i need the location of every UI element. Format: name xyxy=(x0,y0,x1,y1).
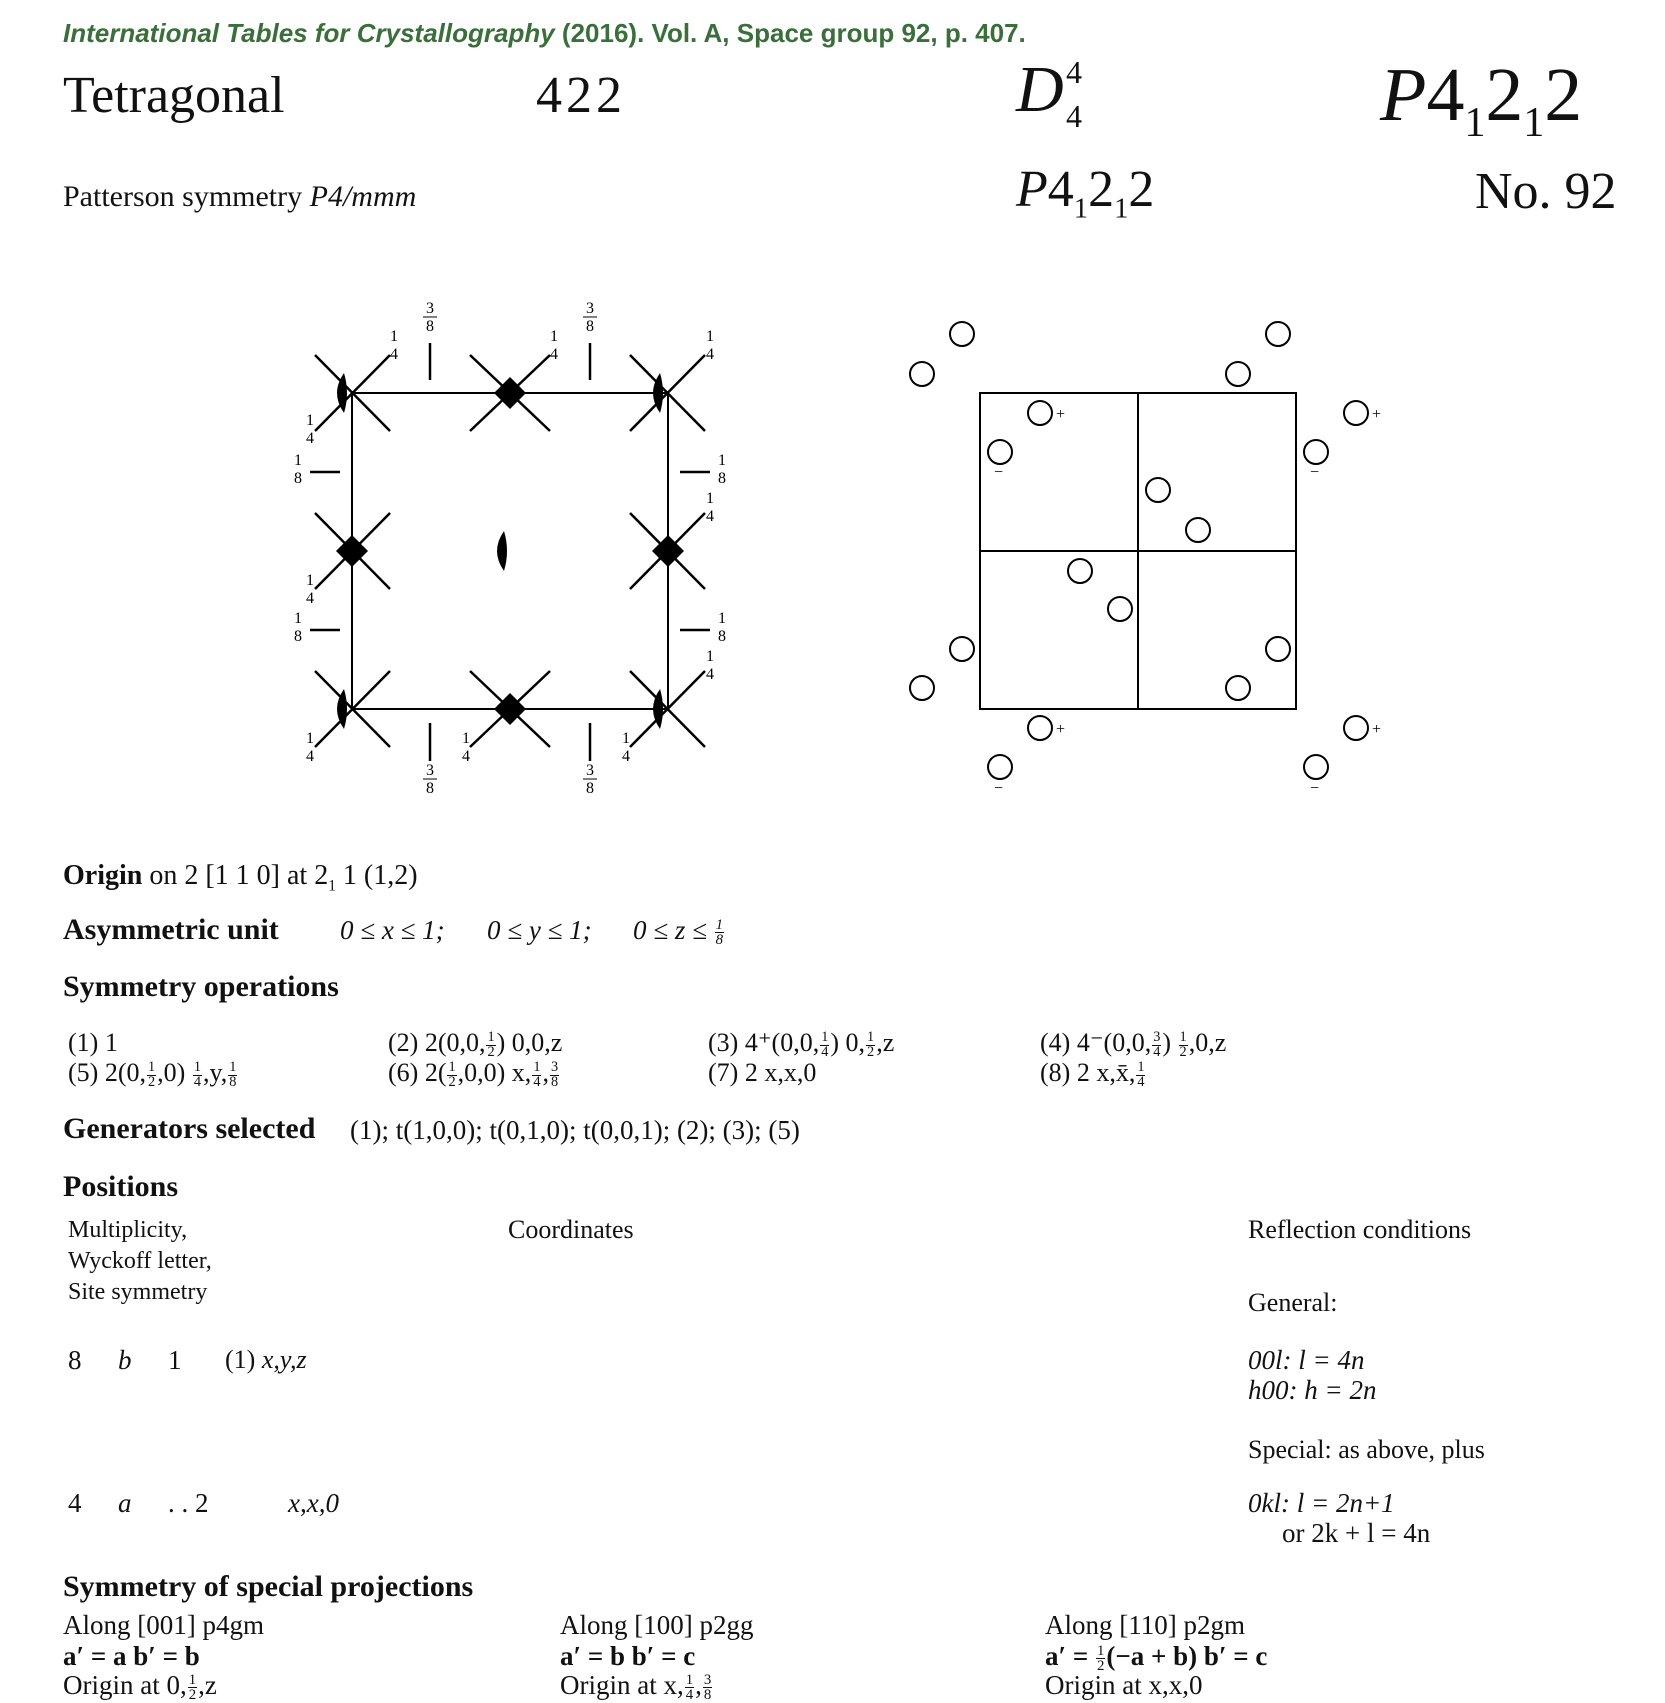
svg-text:+: + xyxy=(1372,406,1382,423)
svg-text:−: − xyxy=(1310,464,1320,481)
svg-text:4: 4 xyxy=(306,430,314,447)
svg-text:1: 1 xyxy=(306,572,314,589)
screw-axis-symbols xyxy=(336,373,684,729)
patterson-symmetry: Patterson symmetry P4/mmm xyxy=(63,180,417,213)
svg-text:4: 4 xyxy=(306,748,314,765)
projection-3-axes: a′ = $\frac{1}{2}$ (−a + b) b′ = c xyxy=(1045,1641,1268,1675)
positions-column-3: Reflection conditions xyxy=(1248,1215,1472,1244)
svg-text:1: 1 xyxy=(294,610,302,627)
svg-text:1: 1 xyxy=(718,610,726,627)
svg-text:−: − xyxy=(1310,780,1320,797)
projection-3-origin: Origin at x,x,0 xyxy=(1045,1670,1203,1700)
asym-y: 0 ≤ y ≤ 1; xyxy=(487,915,592,945)
svg-text:1: 1 xyxy=(306,730,314,747)
row-a-refl-1: 0kl: l = 2n+1 xyxy=(1248,1488,1395,1518)
projection-1-origin: Origin at 0, $\frac{1}{2}$ ,z xyxy=(63,1670,217,1703)
asymmetric-unit-label: Asymmetric unit xyxy=(63,913,279,946)
citation-banner: International Tables for Crystallography (2016). Vol. A, Space group 92, p. 407. xyxy=(63,18,1026,48)
svg-text:1: 1 xyxy=(390,328,398,345)
origin-line: Origin on 2 [1 1 0] at $2_1$ 1 (1,2) xyxy=(63,860,418,895)
generators-list: (1); t(1,0,0); t(0,1,0); t(0,0,1); (2); (3); (5) xyxy=(350,1115,800,1145)
svg-text:3: 3 xyxy=(586,300,594,317)
hermann-mauguin-symbol: $P4_12_12$ xyxy=(1380,53,1583,147)
symmetry-elements-diagram xyxy=(270,285,726,805)
svg-text:8: 8 xyxy=(294,470,302,487)
space-group-number: No. 92 xyxy=(1475,163,1617,220)
svg-text:4: 4 xyxy=(550,346,558,363)
row-a-site: . . 2 xyxy=(168,1488,209,1518)
special-label: Special: as above, plus xyxy=(1248,1435,1485,1464)
projection-2-title: Along [100] p2gg xyxy=(560,1610,754,1640)
svg-text:4: 4 xyxy=(706,346,714,363)
row-b-mult: 8 xyxy=(68,1345,82,1375)
svg-text:4: 4 xyxy=(390,346,398,363)
symop-6: (6) 2( $\frac{1}{2}$ ,0,0) x, $\frac{1}{4}$ , $\frac{3}{8}$ xyxy=(388,1058,559,1090)
symop-7: (7) 2 x,x,0 xyxy=(708,1058,817,1087)
row-a-coord-1: x,x,0 xyxy=(288,1488,339,1518)
svg-text:8: 8 xyxy=(718,470,726,487)
svg-text:1: 1 xyxy=(294,452,302,469)
svg-text:8: 8 xyxy=(426,318,434,335)
row-a-refl-2: or 2k + l = 4n xyxy=(1282,1518,1431,1548)
projection-1-title: Along [001] p4gm xyxy=(63,1610,264,1640)
svg-text:1: 1 xyxy=(306,412,314,429)
row-b-letter: b xyxy=(118,1345,132,1375)
asym-z: 0 ≤ z ≤ $\frac{1}{8}$ xyxy=(633,915,724,949)
svg-text:3: 3 xyxy=(426,300,434,317)
positions-column-1: Multiplicity, Wyckoff letter, Site symmetry xyxy=(68,1217,212,1305)
symop-2: (2) 2(0,0, $\frac{1}{2}$ ) 0,0,z xyxy=(388,1028,563,1060)
symop-1: (1) 1 xyxy=(68,1028,118,1057)
svg-text:−: − xyxy=(994,464,1004,481)
general-label: General: xyxy=(1248,1288,1338,1317)
svg-text:8: 8 xyxy=(294,628,302,645)
svg-text:1: 1 xyxy=(622,730,630,747)
svg-text:8: 8 xyxy=(426,780,434,797)
row-b-site: 1 xyxy=(168,1345,182,1375)
positions-column-2: Coordinates xyxy=(508,1215,634,1244)
svg-text:4: 4 xyxy=(706,666,714,683)
symop-4: (4) 4⁻(0,0, $\frac{3}{4}$ ) $\frac{1}{2}$ ,0,z xyxy=(1040,1028,1227,1060)
svg-text:1: 1 xyxy=(706,328,714,345)
svg-text:+: + xyxy=(1056,721,1066,738)
svg-text:1: 1 xyxy=(706,648,714,665)
full-symbol: $P4_12_12$ xyxy=(1016,161,1155,225)
svg-text:+: + xyxy=(1056,406,1066,423)
svg-text:8: 8 xyxy=(586,318,594,335)
row-b-refl-2: h00: h = 2n xyxy=(1248,1375,1377,1405)
crystal-system: Tetragonal xyxy=(63,67,285,124)
asym-x: 0 ≤ x ≤ 1; xyxy=(340,915,445,945)
svg-text:1: 1 xyxy=(462,730,470,747)
svg-text:8: 8 xyxy=(718,628,726,645)
symmetry-operations-label: Symmetry operations xyxy=(63,970,339,1003)
svg-text:4: 4 xyxy=(306,590,314,607)
diagonal-axes xyxy=(315,355,705,747)
symop-5: (5) 2(0, $\frac{1}{2}$ ,0) $\frac{1}{4}$ ,y, $\frac{1}{8}$ xyxy=(68,1058,237,1090)
projection-2-origin: Origin at x, $\frac{1}{4}$ , $\frac{3}{8}$ xyxy=(560,1670,712,1703)
projection-3-title: Along [110] p2gm xyxy=(1045,1610,1245,1640)
row-b-refl-1: 00l: l = 4n xyxy=(1248,1345,1365,1375)
svg-text:1: 1 xyxy=(706,490,714,507)
generators-label: Generators selected xyxy=(63,1112,316,1145)
svg-text:3: 3 xyxy=(586,762,594,779)
svg-text:4: 4 xyxy=(462,748,470,765)
svg-text:+: + xyxy=(1372,721,1382,738)
row-b-coords: (1) x,y,z xyxy=(225,1345,307,1374)
svg-text:−: − xyxy=(994,780,1004,797)
row-a-letter: a xyxy=(118,1488,132,1518)
symop-8: (8) 2 x,x̄, $\frac{1}{4}$ xyxy=(1040,1058,1145,1090)
projection-1-axes: a′ = a b′ = b xyxy=(63,1641,200,1671)
svg-text:8: 8 xyxy=(586,780,594,797)
svg-text:1: 1 xyxy=(718,452,726,469)
projection-2-axes: a′ = b b′ = c xyxy=(560,1641,696,1671)
row-a-mult: 4 xyxy=(68,1488,82,1518)
symop-3: (3) 4⁺(0,0, $\frac{1}{4}$ ) 0, $\frac{1}{2}$ ,z xyxy=(708,1028,895,1060)
position-labels xyxy=(994,406,1381,797)
schoenflies-symbol: D 4 4 xyxy=(1016,53,1082,134)
svg-text:4: 4 xyxy=(706,508,714,525)
svg-text:1: 1 xyxy=(550,328,558,345)
positions-label: Positions xyxy=(63,1170,179,1203)
svg-text:4: 4 xyxy=(622,748,630,765)
svg-text:3: 3 xyxy=(426,762,434,779)
general-positions-diagram xyxy=(880,285,1400,805)
screw-4-1-center xyxy=(497,531,507,571)
projections-label: Symmetry of special projections xyxy=(63,1570,474,1603)
point-group: 422 xyxy=(536,67,626,124)
